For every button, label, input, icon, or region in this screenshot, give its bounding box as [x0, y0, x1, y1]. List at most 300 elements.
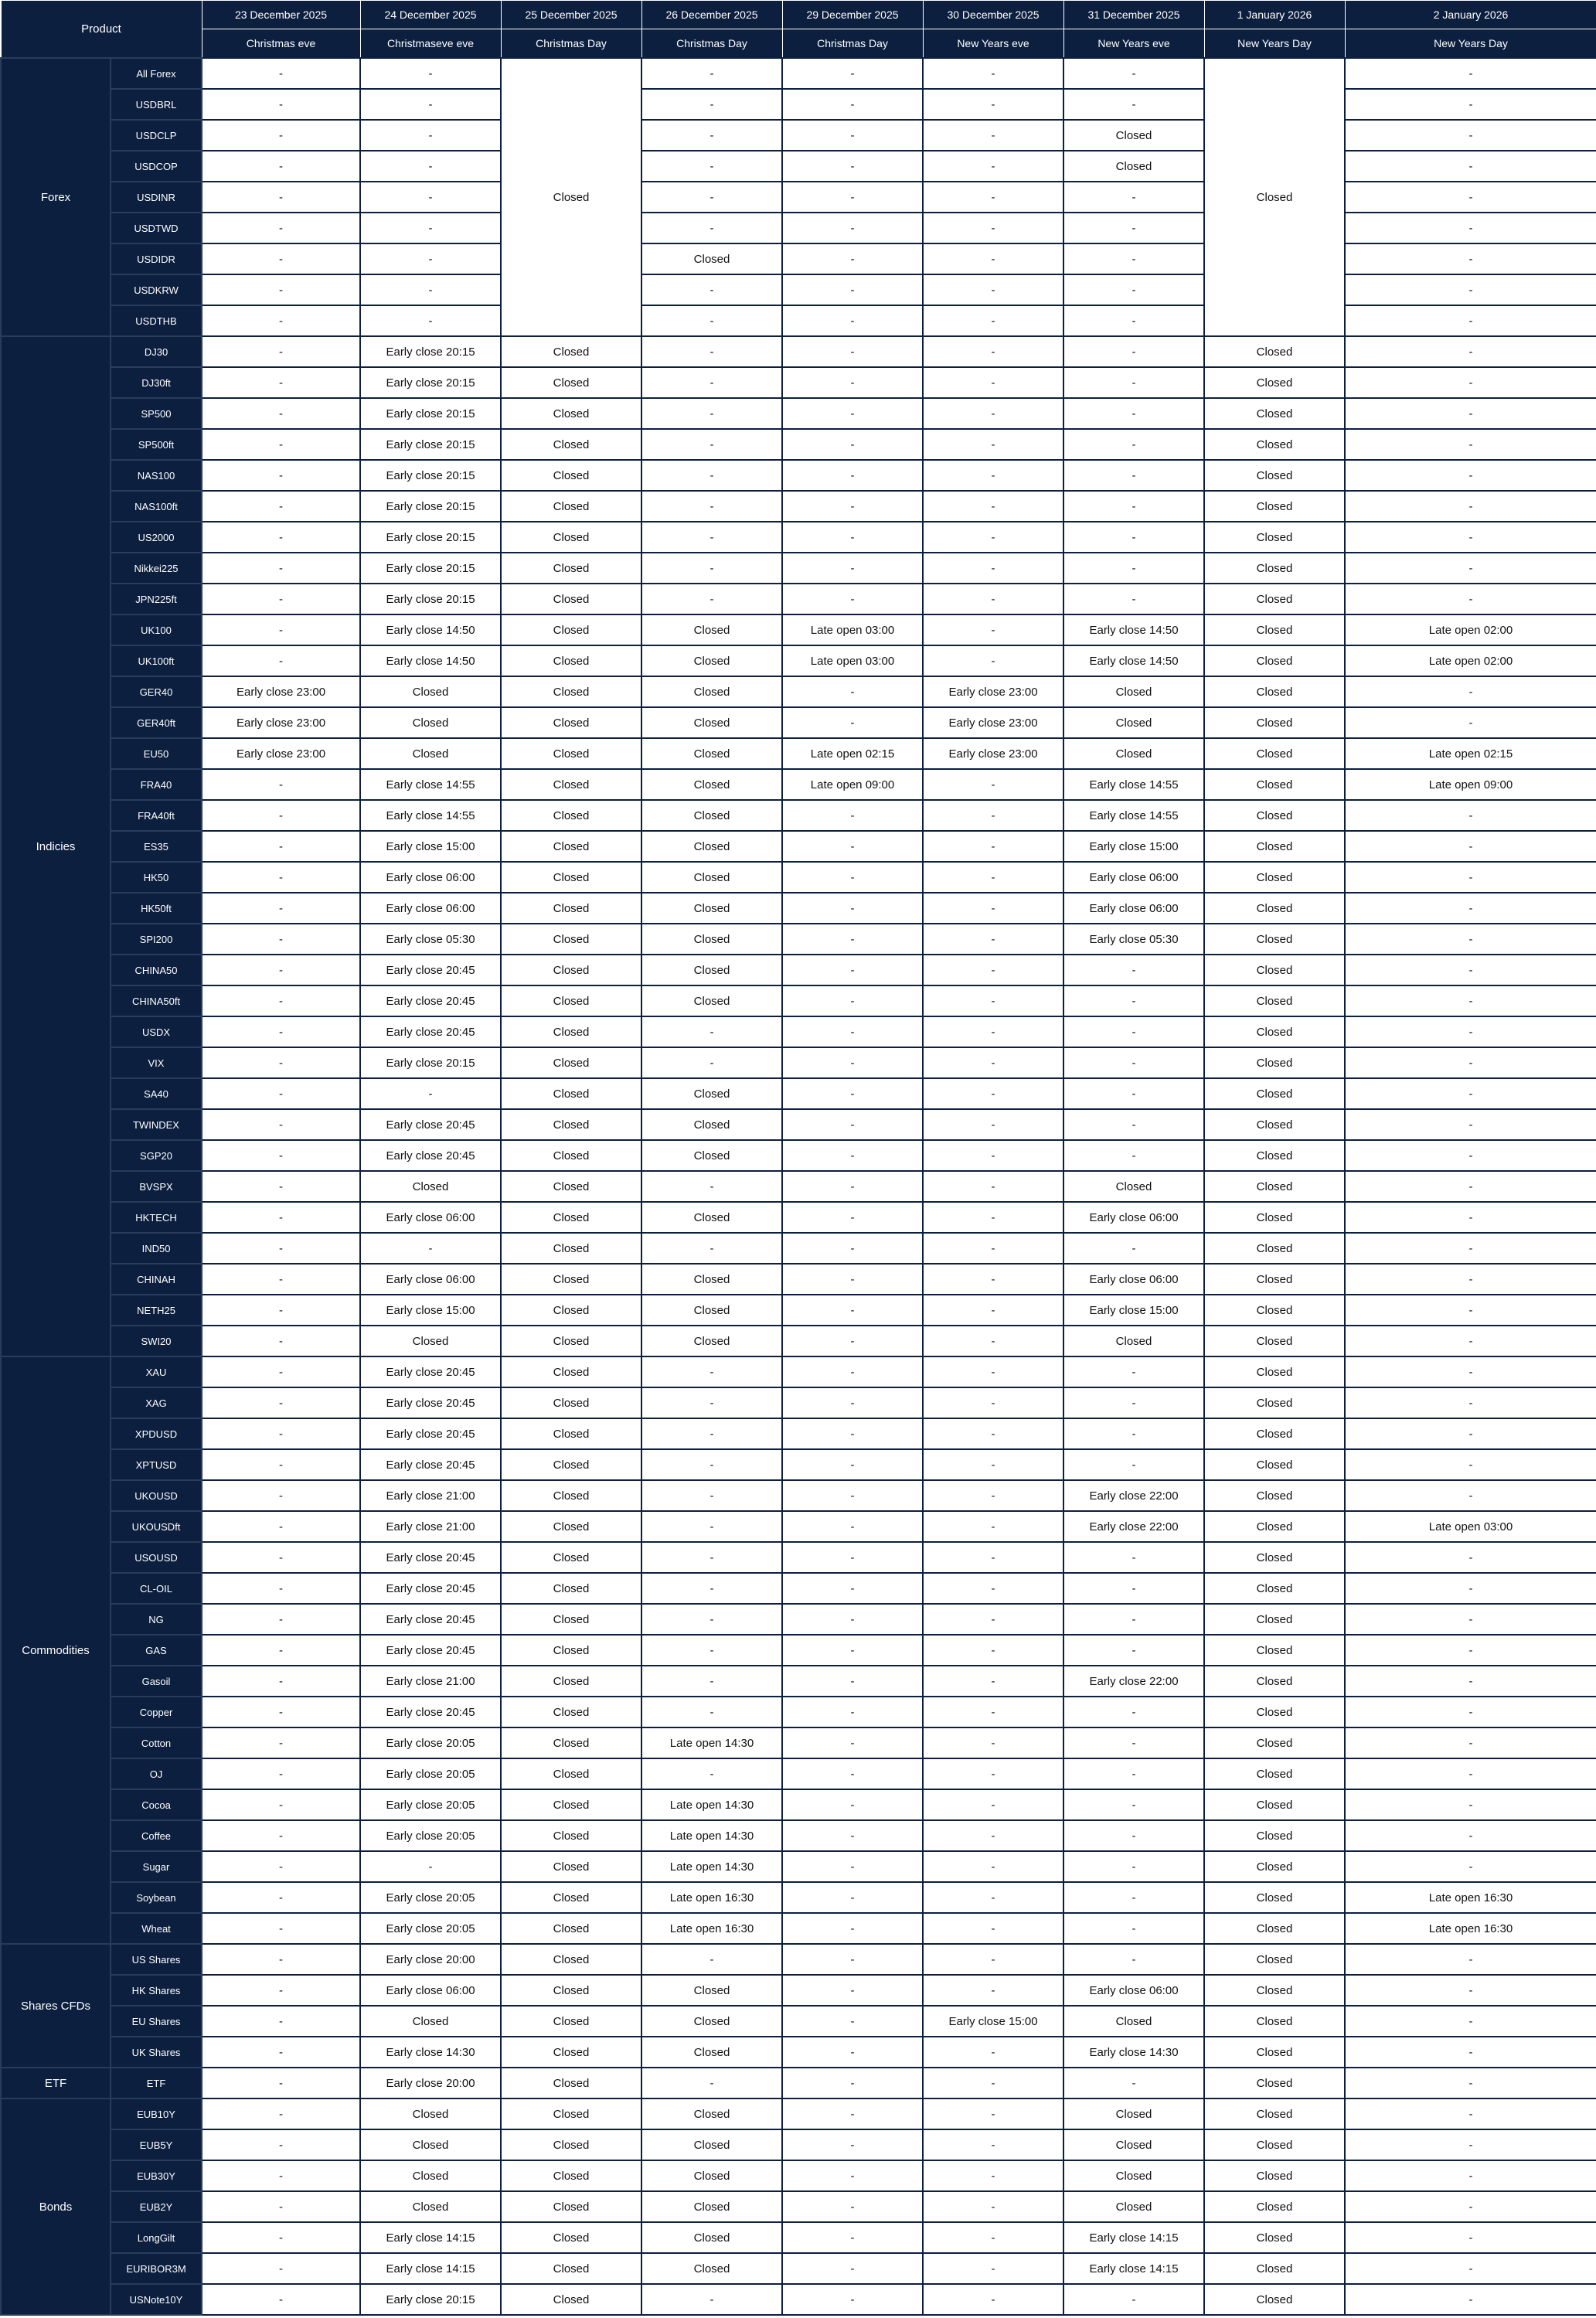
status-cell: - [1063, 1418, 1204, 1449]
product-cell: XAU [111, 1356, 202, 1387]
header-dates-row [1, 1, 1596, 29]
table-row [1, 1326, 1596, 1356]
status-cell: - [202, 862, 360, 893]
status-cell: - [1345, 213, 1596, 243]
status-cell: Early close 20:05 [360, 1913, 501, 1944]
status-cell: Closed [1204, 2129, 1345, 2160]
status-cell: Closed [641, 2160, 782, 2191]
status-cell: Early close 20:15 [360, 398, 501, 429]
status-cell: - [782, 429, 923, 460]
product-cell: UKOUSD [111, 1480, 202, 1511]
status-cell: - [923, 1202, 1063, 1233]
status-cell: - [1345, 1326, 1596, 1356]
status-cell: Early close 20:05 [360, 1727, 501, 1758]
status-cell: Closed [501, 2284, 641, 2315]
status-cell: - [782, 2253, 923, 2284]
table-row [1, 1635, 1596, 1666]
product-cell: CL-OIL [111, 1573, 202, 1604]
status-cell: - [782, 1171, 923, 1202]
status-cell: Early close 06:00 [1063, 893, 1204, 924]
product-cell: USDX [111, 1016, 202, 1047]
status-cell: Early close 20:15 [360, 460, 501, 491]
status-cell: Early close 06:00 [360, 893, 501, 924]
product-cell: SWI20 [111, 1326, 202, 1356]
status-cell: Closed [501, 367, 641, 398]
product-cell: NAS100ft [111, 491, 202, 522]
status-cell: - [360, 151, 501, 182]
status-cell: Closed [1204, 2098, 1345, 2129]
status-cell: Late open 16:30 [641, 1882, 782, 1913]
status-cell: Closed [1204, 2191, 1345, 2222]
status-cell: Closed [1204, 1449, 1345, 1480]
status-cell: Early close 06:00 [360, 1264, 501, 1295]
table-row [1, 1851, 1596, 1882]
status-cell: - [1345, 1047, 1596, 1078]
status-cell: - [923, 800, 1063, 831]
status-cell: Closed [501, 1913, 641, 1944]
status-cell: - [641, 522, 782, 553]
status-cell: Closed [501, 707, 641, 738]
status-cell: - [923, 89, 1063, 120]
product-cell: UK Shares [111, 2037, 202, 2068]
status-cell: - [641, 584, 782, 614]
status-cell: - [923, 120, 1063, 151]
status-cell: - [923, 1449, 1063, 1480]
status-cell: - [1063, 1016, 1204, 1047]
status-cell: Early close 05:30 [1063, 924, 1204, 955]
status-cell: - [641, 58, 782, 89]
status-cell: Closed [501, 1326, 641, 1356]
status-cell: Closed [641, 1326, 782, 1356]
status-cell: Closed [501, 2160, 641, 2191]
status-cell: Closed [501, 398, 641, 429]
status-cell: - [782, 1573, 923, 1604]
status-cell: Late open 03:00 [782, 645, 923, 676]
status-cell: - [782, 1944, 923, 1975]
status-cell: - [360, 213, 501, 243]
status-cell: - [782, 89, 923, 120]
holiday-header: Christmaseve eve [360, 29, 501, 59]
product-cell: EUB30Y [111, 2160, 202, 2191]
status-cell: - [202, 1511, 360, 1542]
status-cell: Closed [1204, 1913, 1345, 1944]
status-cell: - [641, 182, 782, 213]
table-row [1, 1666, 1596, 1697]
status-cell: - [1345, 2068, 1596, 2098]
status-cell: - [782, 398, 923, 429]
status-cell: - [1345, 1975, 1596, 2006]
status-cell: - [1345, 2006, 1596, 2037]
status-cell: - [1345, 1944, 1596, 1975]
status-cell: Closed [1204, 1697, 1345, 1727]
status-cell: Closed [641, 831, 782, 862]
holiday-header: Christmas Day [641, 29, 782, 59]
product-cell: CHINAH [111, 1264, 202, 1295]
status-cell: Closed [1204, 2037, 1345, 2068]
status-cell: - [923, 336, 1063, 367]
status-cell: - [202, 1449, 360, 1480]
status-cell: - [782, 862, 923, 893]
status-cell: Closed [501, 553, 641, 584]
status-cell: - [1063, 460, 1204, 491]
status-cell: - [923, 553, 1063, 584]
status-cell: Closed [501, 1418, 641, 1449]
table-header [1, 1, 1596, 59]
status-cell: - [1345, 151, 1596, 182]
status-cell: Closed [641, 243, 782, 274]
status-cell: - [1345, 707, 1596, 738]
status-cell: Closed [1204, 1511, 1345, 1542]
status-cell: Closed [1204, 336, 1345, 367]
product-cell: SP500ft [111, 429, 202, 460]
table-row [1, 1016, 1596, 1047]
status-cell: - [923, 367, 1063, 398]
product-cell: Nikkei225 [111, 553, 202, 584]
status-cell: - [202, 1944, 360, 1975]
status-cell: - [782, 2222, 923, 2253]
status-cell: Closed [1204, 367, 1345, 398]
status-cell: - [641, 491, 782, 522]
status-cell: - [782, 1480, 923, 1511]
status-cell: - [782, 1264, 923, 1295]
status-cell: - [782, 1758, 923, 1789]
status-cell: - [202, 274, 360, 305]
status-cell: - [202, 1882, 360, 1913]
status-cell: Closed [501, 1542, 641, 1573]
product-cell: HKTECH [111, 1202, 202, 1233]
status-cell: Closed [501, 893, 641, 924]
status-cell: - [923, 522, 1063, 553]
status-cell: - [923, 1789, 1063, 1820]
status-cell: - [641, 151, 782, 182]
status-cell: - [923, 1171, 1063, 1202]
status-cell: - [782, 924, 923, 955]
status-cell: - [202, 151, 360, 182]
status-cell: - [360, 1851, 501, 1882]
table-row [1, 645, 1596, 676]
status-cell: Closed [501, 1697, 641, 1727]
status-cell: Closed [1204, 1387, 1345, 1418]
status-cell: Closed [641, 1078, 782, 1109]
status-cell: Early close 20:05 [360, 1820, 501, 1851]
status-cell: Closed [641, 955, 782, 985]
status-cell: - [1345, 1820, 1596, 1851]
status-cell: Closed [501, 955, 641, 985]
status-cell: - [202, 491, 360, 522]
date-header: 31 December 2025 [1063, 1, 1204, 29]
status-cell: - [1345, 89, 1596, 120]
holiday-header: Christmas Day [782, 29, 923, 59]
status-cell: - [782, 1666, 923, 1697]
status-cell: Closed [501, 1202, 641, 1233]
status-cell: - [1063, 1449, 1204, 1480]
status-cell: Closed [641, 1295, 782, 1326]
status-cell: Closed [1204, 1016, 1345, 1047]
status-cell: - [202, 1140, 360, 1171]
status-cell: Early close 20:15 [360, 429, 501, 460]
status-cell: - [923, 1016, 1063, 1047]
status-cell: - [202, 1326, 360, 1356]
product-cell: UKOUSDft [111, 1511, 202, 1542]
status-cell: Early close 20:15 [360, 1047, 501, 1078]
status-cell: Early close 06:00 [1063, 1264, 1204, 1295]
category-cell-bonds: Bonds [1, 2098, 111, 2315]
status-cell-merged-1jan: Closed [1204, 58, 1345, 336]
product-cell: SGP20 [111, 1140, 202, 1171]
status-cell: Closed [501, 769, 641, 800]
status-cell: - [782, 553, 923, 584]
status-cell: Closed [1063, 707, 1204, 738]
product-cell: HK Shares [111, 1975, 202, 2006]
table-row [1, 738, 1596, 769]
status-cell: Early close 06:00 [360, 1975, 501, 2006]
holiday-header: New Years Day [1204, 29, 1345, 59]
product-cell: NAS100 [111, 460, 202, 491]
status-cell: - [1345, 1573, 1596, 1604]
status-cell: Early close 22:00 [1063, 1511, 1204, 1542]
status-cell: - [1345, 305, 1596, 336]
table-row [1, 584, 1596, 614]
status-cell: - [782, 151, 923, 182]
status-cell: Early close 20:15 [360, 491, 501, 522]
status-cell: - [782, 1975, 923, 2006]
product-cell: GER40ft [111, 707, 202, 738]
status-cell: Closed [501, 1635, 641, 1666]
status-cell: - [782, 182, 923, 213]
status-cell: Early close 20:15 [360, 336, 501, 367]
status-cell: Closed [1204, 1418, 1345, 1449]
status-cell: Closed [1063, 738, 1204, 769]
status-cell: Closed [1204, 2253, 1345, 2284]
table-row [1, 274, 1596, 305]
status-cell: - [360, 89, 501, 120]
table-row [1, 1480, 1596, 1511]
table-row [1, 2129, 1596, 2160]
status-cell: - [1063, 1542, 1204, 1573]
status-cell: - [1345, 367, 1596, 398]
status-cell: - [1063, 584, 1204, 614]
status-cell: Early close 14:30 [360, 2037, 501, 2068]
status-cell: Closed [1204, 1635, 1345, 1666]
table-row [1, 676, 1596, 707]
status-cell: - [641, 213, 782, 243]
product-cell: VIX [111, 1047, 202, 1078]
table-row [1, 1387, 1596, 1418]
status-cell: - [202, 1047, 360, 1078]
product-cell: All Forex [111, 58, 202, 89]
status-cell: - [202, 831, 360, 862]
status-cell: Closed [501, 1851, 641, 1882]
status-cell: - [782, 1851, 923, 1882]
status-cell: - [641, 553, 782, 584]
status-cell: - [202, 1202, 360, 1233]
table-row [1, 398, 1596, 429]
table-row [1, 800, 1596, 831]
status-cell: - [641, 429, 782, 460]
status-cell: - [360, 274, 501, 305]
status-cell: - [923, 831, 1063, 862]
product-cell: FRA40ft [111, 800, 202, 831]
status-cell: - [202, 367, 360, 398]
status-cell: - [923, 1356, 1063, 1387]
product-cell: Soybean [111, 1882, 202, 1913]
status-cell: - [1345, 274, 1596, 305]
status-cell: - [1345, 1789, 1596, 1820]
table-row [1, 1697, 1596, 1727]
product-cell: USDKRW [111, 274, 202, 305]
status-cell: Closed [501, 1758, 641, 1789]
status-cell: Early close 14:55 [360, 800, 501, 831]
status-cell: Early close 20:45 [360, 1418, 501, 1449]
status-cell: - [782, 305, 923, 336]
status-cell: Early close 20:45 [360, 1356, 501, 1387]
status-cell: - [782, 491, 923, 522]
status-cell: Closed [1063, 2191, 1204, 2222]
table-row [1, 336, 1596, 367]
product-cell: Cocoa [111, 1789, 202, 1820]
category-cell-etf: ETF [1, 2068, 111, 2098]
status-cell: - [360, 305, 501, 336]
status-cell: - [1345, 1356, 1596, 1387]
status-cell: - [923, 2129, 1063, 2160]
status-cell: - [641, 2068, 782, 2098]
status-cell: - [782, 1542, 923, 1573]
status-cell: - [641, 398, 782, 429]
status-cell: Closed [501, 800, 641, 831]
status-cell: Early close 20:45 [360, 1573, 501, 1604]
status-cell: - [1345, 1078, 1596, 1109]
status-cell: - [1063, 491, 1204, 522]
status-cell: Closed [641, 645, 782, 676]
status-cell: Closed [1204, 553, 1345, 584]
table-row [1, 120, 1596, 151]
product-cell: EUB10Y [111, 2098, 202, 2129]
product-cell: DJ30 [111, 336, 202, 367]
status-cell: - [1063, 1789, 1204, 1820]
table-row [1, 213, 1596, 243]
status-cell: - [1063, 1604, 1204, 1635]
status-cell: - [923, 1542, 1063, 1573]
status-cell: - [1345, 1387, 1596, 1418]
table-row [1, 893, 1596, 924]
status-cell: - [1345, 522, 1596, 553]
status-cell: - [923, 1635, 1063, 1666]
status-cell: - [1063, 398, 1204, 429]
product-cell: EU Shares [111, 2006, 202, 2037]
status-cell: Early close 15:00 [360, 1295, 501, 1326]
product-cell: UK100ft [111, 645, 202, 676]
status-cell: - [641, 305, 782, 336]
table-row [1, 1140, 1596, 1171]
status-cell: - [641, 1171, 782, 1202]
status-cell: Early close 22:00 [1063, 1666, 1204, 1697]
status-cell: - [1345, 1202, 1596, 1233]
status-cell: Closed [1204, 1975, 1345, 2006]
status-cell: - [782, 1604, 923, 1635]
status-cell: - [202, 614, 360, 645]
status-cell: Closed [501, 1171, 641, 1202]
status-cell: - [202, 2098, 360, 2129]
status-cell: Closed [501, 2222, 641, 2253]
status-cell: - [202, 398, 360, 429]
status-cell: - [1345, 460, 1596, 491]
status-cell: - [923, 1882, 1063, 1913]
status-cell: Closed [1204, 584, 1345, 614]
product-cell: IND50 [111, 1233, 202, 1264]
status-cell: Closed [1063, 1171, 1204, 1202]
status-cell: - [641, 89, 782, 120]
status-cell: Early close 23:00 [202, 676, 360, 707]
status-cell: Closed [641, 676, 782, 707]
status-cell: - [923, 2098, 1063, 2129]
status-cell: Closed [1204, 1727, 1345, 1758]
status-cell: Early close 14:55 [1063, 800, 1204, 831]
table-row [1, 1882, 1596, 1913]
status-cell: - [1345, 1171, 1596, 1202]
status-cell: Early close 20:05 [360, 1789, 501, 1820]
status-cell: Early close 14:50 [360, 645, 501, 676]
status-cell: Closed [641, 800, 782, 831]
status-cell: Closed [1204, 1666, 1345, 1697]
status-cell: - [1063, 274, 1204, 305]
status-cell: - [1345, 1418, 1596, 1449]
table-row [1, 151, 1596, 182]
status-cell: Closed [641, 2191, 782, 2222]
status-cell: Closed [1204, 1109, 1345, 1140]
status-cell: Early close 20:45 [360, 955, 501, 985]
table-row [1, 2098, 1596, 2129]
status-cell: - [782, 1913, 923, 1944]
status-cell: Early close 15:00 [1063, 1295, 1204, 1326]
product-cell: Copper [111, 1697, 202, 1727]
status-cell: - [1345, 243, 1596, 274]
product-cell: Cotton [111, 1727, 202, 1758]
status-cell: Closed [1204, 2068, 1345, 2098]
status-cell: Closed [1204, 1480, 1345, 1511]
holiday-header: Christmas Day [501, 29, 641, 59]
table-row [1, 1356, 1596, 1387]
status-cell: - [782, 1233, 923, 1264]
status-cell: - [1345, 491, 1596, 522]
status-cell: Late open 14:30 [641, 1727, 782, 1758]
category-cell-commodities: Commodities [1, 1356, 111, 1944]
product-cell: USNote10Y [111, 2284, 202, 2315]
status-cell: - [641, 1449, 782, 1480]
status-cell: - [1345, 1542, 1596, 1573]
status-cell: - [923, 862, 1063, 893]
status-cell: - [1063, 305, 1204, 336]
status-cell: Closed [1204, 1882, 1345, 1913]
status-cell: - [1063, 2068, 1204, 2098]
status-cell: - [360, 58, 501, 89]
status-cell: Closed [501, 336, 641, 367]
status-cell: - [641, 1573, 782, 1604]
status-cell: - [923, 213, 1063, 243]
status-cell: - [641, 1047, 782, 1078]
status-cell: - [1063, 1944, 1204, 1975]
status-cell: Early close 14:15 [1063, 2253, 1204, 2284]
status-cell: Closed [501, 1109, 641, 1140]
product-cell: USDCOP [111, 151, 202, 182]
status-cell: Closed [501, 1016, 641, 1047]
status-cell: - [782, 1140, 923, 1171]
product-cell: TWINDEX [111, 1109, 202, 1140]
status-cell: Closed [501, 1233, 641, 1264]
status-cell: - [360, 1078, 501, 1109]
status-cell: - [1345, 398, 1596, 429]
status-cell: Closed [1204, 1820, 1345, 1851]
status-cell: Closed [641, 707, 782, 738]
